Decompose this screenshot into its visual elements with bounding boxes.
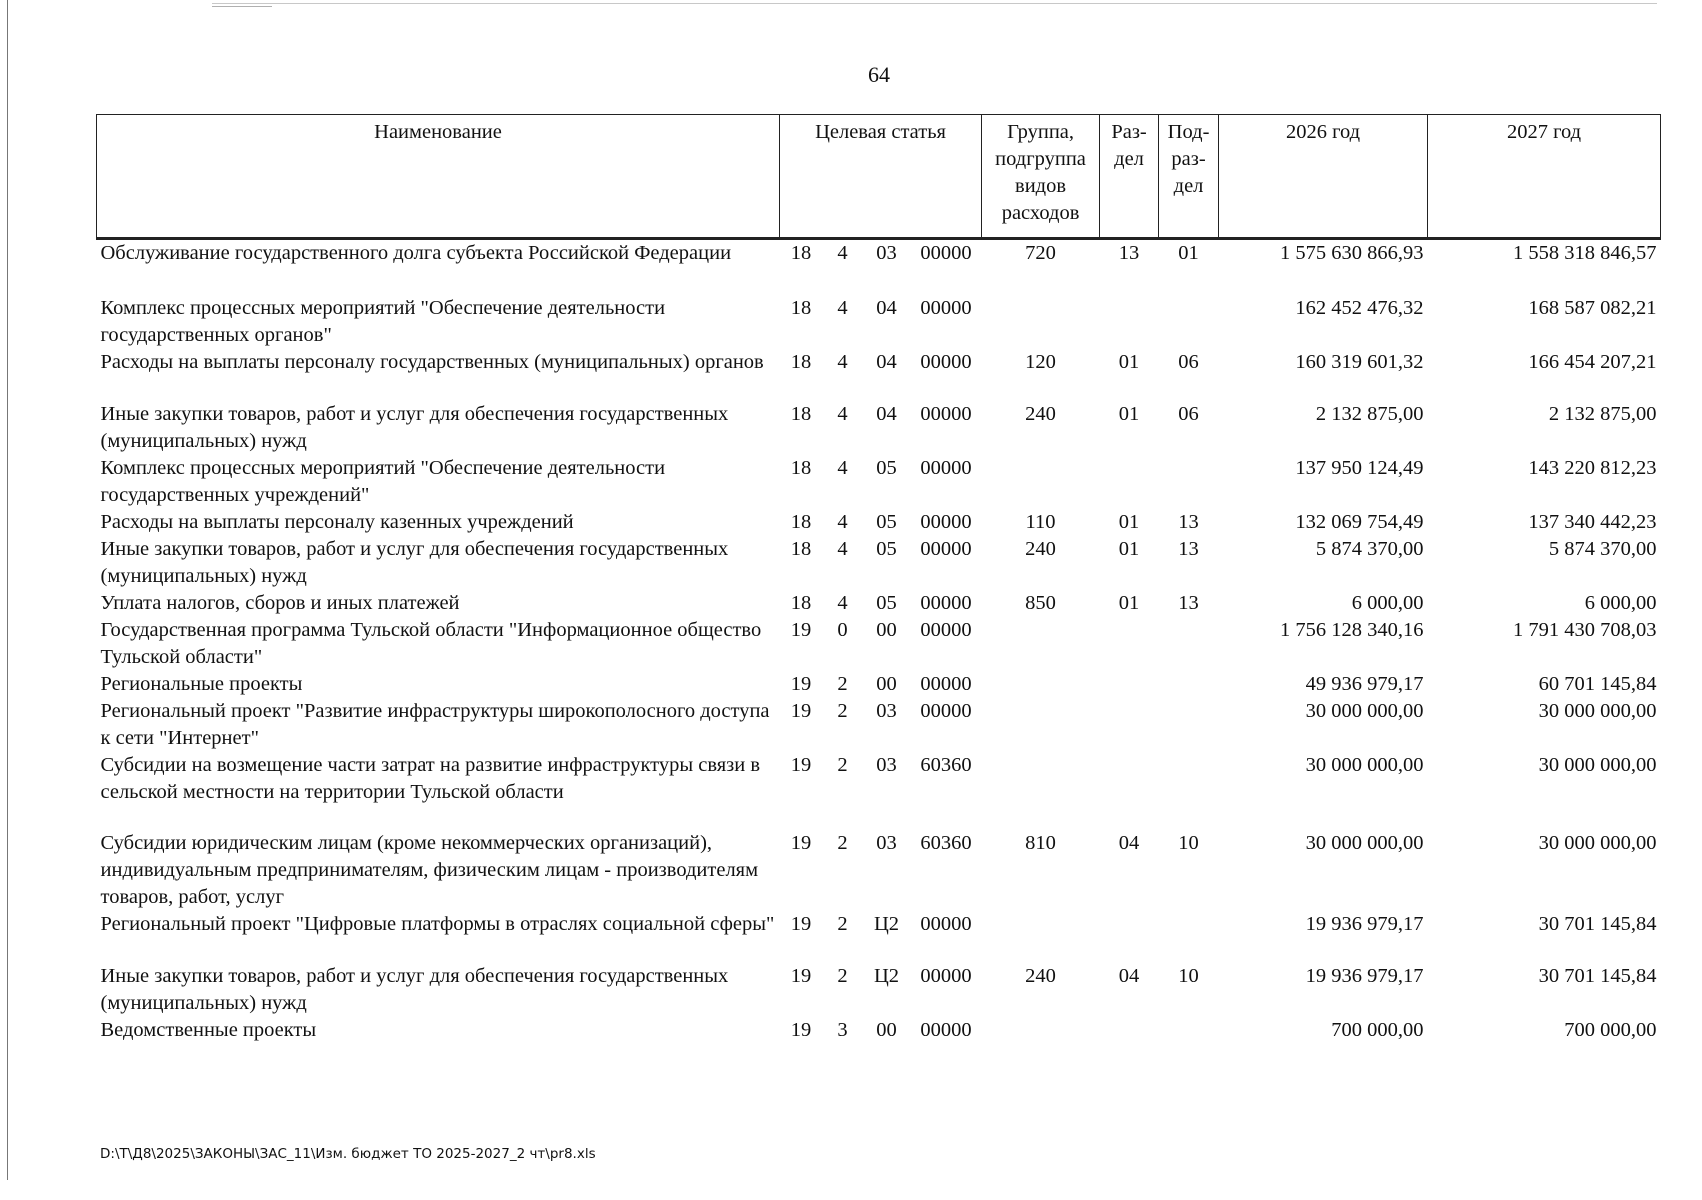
left-margin-rule: [7, 0, 8, 1180]
amount-2027: 30 000 000,00: [1538, 699, 1657, 722]
amount-2026: 1 756 128 340,16: [1280, 618, 1424, 641]
amount-2026: 19 936 979,17: [1305, 912, 1424, 935]
subsection-code: [1159, 671, 1219, 698]
amount-2027: 5 874 370,00: [1548, 537, 1657, 560]
section-code: 01: [1118, 510, 1140, 533]
row-name: Субсидии юридическим лицам (кроме некоммерческих организаций), индивидуальным предпринимателям, физическим лицам - производителям товаров, работ, услуг: [100, 831, 759, 908]
target-code-type: 4: [837, 537, 848, 560]
target-code-item: Ц2: [873, 964, 900, 987]
amount-2026: 137 950 124,49: [1295, 456, 1424, 479]
row-name: Иные закупки товаров, работ и услуг для обеспечения государственных (муниципальных) нужд: [100, 964, 729, 1014]
target-code-item: 05: [876, 456, 897, 479]
target-code-direction: 00000: [920, 964, 972, 987]
table-row: [97, 963, 1661, 1017]
target-code-type: 4: [837, 350, 848, 373]
expense-group: 240: [1025, 537, 1056, 560]
amount-2027: 30 701 145,84: [1538, 964, 1657, 987]
row-name: Региональные проекты: [100, 672, 303, 695]
subsection-code: [1159, 295, 1219, 349]
target-code-type: 2: [837, 912, 848, 935]
row-name: Расходы на выплаты персоналу государственных (муниципальных) органов: [100, 350, 764, 373]
target-code-direction: 00000: [920, 537, 972, 560]
target-code-type: 4: [837, 242, 848, 264]
section-code: [1100, 617, 1159, 671]
expense-group: 720: [1025, 242, 1056, 264]
target-code-type: 2: [837, 753, 848, 776]
target-code-item: 04: [876, 350, 897, 373]
amount-2026: 160 319 601,32: [1295, 350, 1424, 373]
table-row: [97, 349, 1661, 401]
target-code-type: 4: [837, 456, 848, 479]
target-code-program: 19: [790, 831, 812, 854]
target-code-type: 4: [837, 591, 848, 614]
target-code-program: 18: [790, 296, 812, 319]
table-row: [97, 698, 1661, 752]
target-code-direction: 00000: [920, 402, 972, 425]
row-name: Региональный проект "Развитие инфраструктуры широкополосного доступа к сети "Интернет": [100, 699, 770, 749]
expense-group: 850: [1025, 591, 1056, 614]
amount-2027: 168 587 082,21: [1528, 296, 1657, 319]
expense-group: [982, 617, 1100, 671]
target-code-item: 03: [876, 699, 897, 722]
target-code-program: 18: [790, 591, 812, 614]
target-code-direction: 00000: [920, 242, 972, 264]
amount-2026: 5 874 370,00: [1315, 537, 1424, 560]
amount-2027: 6 000,00: [1584, 591, 1657, 614]
amount-2026: 700 000,00: [1331, 1018, 1424, 1041]
table-row: [97, 239, 1661, 295]
target-code-item: 00: [876, 1018, 897, 1041]
row-name: Региональный проект "Цифровые платформы в отраслях социальной сферы": [100, 912, 775, 935]
section-code: 01: [1118, 402, 1140, 425]
target-code-type: 2: [837, 831, 848, 854]
subsection-code: 01: [1178, 242, 1199, 264]
expense-group: [982, 752, 1100, 830]
target-code-item: 03: [876, 242, 897, 264]
amount-2026: 1 575 630 866,93: [1280, 242, 1424, 264]
target-code-program: 18: [790, 242, 812, 264]
amount-2026: 49 936 979,17: [1305, 672, 1424, 695]
target-code-program: 19: [790, 699, 812, 722]
target-code-item: 05: [876, 510, 897, 533]
target-code-direction: 00000: [920, 618, 972, 641]
subsection-code: 13: [1178, 510, 1199, 533]
header-2026: 2026 год: [1219, 115, 1428, 239]
target-code-program: 19: [790, 964, 812, 987]
amount-2027: 60 701 145,84: [1538, 672, 1657, 695]
expense-group: [982, 455, 1100, 509]
table-row: [97, 401, 1661, 455]
target-code-item: 04: [876, 296, 897, 319]
section-code: [1100, 455, 1159, 509]
subsection-code: [1159, 1017, 1219, 1044]
row-name: Уплата налогов, сборов и иных платежей: [100, 591, 460, 614]
target-code-item: Ц2: [873, 912, 900, 935]
target-code-type: 4: [837, 402, 848, 425]
target-code-type: 3: [837, 1018, 848, 1041]
target-code-direction: 00000: [920, 350, 972, 373]
target-code-direction: 00000: [920, 1018, 972, 1041]
target-code-direction: 00000: [920, 672, 972, 695]
table-row: [97, 830, 1661, 911]
amount-2026: 132 069 754,49: [1295, 510, 1424, 533]
target-code-program: 18: [790, 537, 812, 560]
target-code-program: 19: [790, 753, 812, 776]
amount-2026: 2 132 875,00: [1315, 402, 1424, 425]
expense-group: [982, 1017, 1100, 1044]
target-code-item: 00: [876, 672, 897, 695]
header-subsection: Под-раз-дел: [1159, 115, 1219, 239]
target-code-type: 2: [837, 964, 848, 987]
target-code-item: 00: [876, 618, 897, 641]
target-code-program: 18: [790, 350, 812, 373]
amount-2026: 30 000 000,00: [1305, 831, 1424, 854]
target-code-type: 4: [837, 510, 848, 533]
section-code: 01: [1118, 537, 1140, 560]
target-code-program: 19: [790, 912, 812, 935]
target-code-item: 05: [876, 537, 897, 560]
target-code-program: 18: [790, 456, 812, 479]
row-name: Государственная программа Тульской области "Информационное общество Тульской области": [100, 618, 762, 668]
expense-group: [982, 698, 1100, 752]
amount-2027: 30 000 000,00: [1538, 831, 1657, 854]
target-code-direction: 00000: [920, 591, 972, 614]
expense-group: [982, 911, 1100, 963]
subsection-code: [1159, 617, 1219, 671]
target-code-program: 18: [790, 510, 812, 533]
table-row: [97, 752, 1661, 830]
table-row: [97, 590, 1661, 617]
amount-2027: 700 000,00: [1564, 1018, 1657, 1041]
header-name: Наименование: [97, 115, 780, 239]
amount-2026: 19 936 979,17: [1305, 964, 1424, 987]
subsection-code: 13: [1178, 591, 1199, 614]
expense-group: 240: [1025, 402, 1056, 425]
table-row: [97, 295, 1661, 349]
row-name: Ведомственные проекты: [100, 1018, 317, 1041]
amount-2027: 143 220 812,23: [1528, 456, 1657, 479]
target-code-direction: 00000: [920, 510, 972, 533]
target-code-direction: 60360: [920, 831, 972, 854]
section-code: 04: [1118, 831, 1140, 854]
table-body: [97, 239, 1661, 1044]
amount-2027: 30 000 000,00: [1538, 753, 1657, 776]
expense-group: 110: [1025, 510, 1056, 533]
target-code-program: 18: [790, 402, 812, 425]
target-code-item: 03: [876, 753, 897, 776]
amount-2026: 30 000 000,00: [1305, 753, 1424, 776]
row-name: Субсидии на возмещение части затрат на развитие инфраструктуры связи в сельской местности на территории Тульской области: [100, 753, 761, 803]
target-code-item: 03: [876, 831, 897, 854]
amount-2027: 1 791 430 708,03: [1513, 618, 1657, 641]
subsection-code: 06: [1178, 350, 1199, 373]
target-code-type: 0: [837, 618, 848, 641]
target-code-type: 2: [837, 672, 848, 695]
amount-2026: 6 000,00: [1351, 591, 1424, 614]
amount-2027: 2 132 875,00: [1548, 402, 1657, 425]
subsection-code: [1159, 752, 1219, 830]
target-code-direction: 60360: [920, 753, 972, 776]
row-name: Комплекс процессных мероприятий "Обеспечение деятельности государственных органов": [100, 296, 666, 346]
section-code: [1100, 911, 1159, 963]
subsection-code: 13: [1178, 537, 1199, 560]
target-code-program: 19: [790, 1018, 812, 1041]
header-2027: 2027 год: [1428, 115, 1661, 239]
target-code-program: 19: [790, 672, 812, 695]
table-row: [97, 671, 1661, 698]
table-row: [97, 617, 1661, 671]
table-row: [97, 509, 1661, 536]
subsection-code: [1159, 698, 1219, 752]
section-code: [1100, 1017, 1159, 1044]
table-row: [97, 1017, 1661, 1044]
page-number: 64: [868, 62, 890, 87]
section-code: 01: [1118, 350, 1140, 373]
target-code-item: 05: [876, 591, 897, 614]
table-header: [97, 115, 1661, 239]
subsection-code: 10: [1178, 831, 1199, 854]
expense-group: 810: [1025, 831, 1056, 854]
amount-2026: 30 000 000,00: [1305, 699, 1424, 722]
row-name: Расходы на выплаты персоналу казенных учреждений: [100, 510, 574, 533]
top-rule-accent: [212, 6, 272, 7]
expense-group: 120: [1025, 350, 1056, 373]
subsection-code: 10: [1178, 964, 1199, 987]
subsection-code: [1159, 911, 1219, 963]
row-name: Комплекс процессных мероприятий "Обеспечение деятельности государственных учреждений": [100, 456, 666, 506]
section-code: [1100, 752, 1159, 830]
expense-group: 240: [1025, 964, 1056, 987]
target-code-type: 4: [837, 296, 848, 319]
section-code: [1100, 295, 1159, 349]
section-code: 13: [1118, 242, 1140, 264]
footer-file-path: D:\Т\Д8\2025\ЗАКОНЫ\ЗАС_11\Изм. бюджет ТО 2025-2027_2 чт\pr8.xls: [100, 1146, 596, 1162]
expense-group: [982, 295, 1100, 349]
target-code-item: 04: [876, 402, 897, 425]
expense-group: [982, 671, 1100, 698]
row-name: Иные закупки товаров, работ и услуг для обеспечения государственных (муниципальных) нужд: [100, 537, 729, 587]
header-section: Раз-дел: [1100, 115, 1159, 239]
table-row: [97, 455, 1661, 509]
amount-2027: 166 454 207,21: [1528, 350, 1657, 373]
target-code-type: 2: [837, 699, 848, 722]
section-code: [1100, 698, 1159, 752]
target-code-direction: 00000: [920, 699, 972, 722]
target-code-direction: 00000: [920, 912, 972, 935]
header-group: Группа, подгруппа видов расходов: [982, 115, 1100, 239]
subsection-code: [1159, 455, 1219, 509]
top-rule: [212, 3, 1657, 4]
row-name: Обслуживание государственного долга субъекта Российской Федерации: [100, 242, 732, 264]
header-target: Целевая статья: [780, 115, 982, 239]
subsection-code: 06: [1178, 402, 1199, 425]
target-code-direction: 00000: [920, 296, 972, 319]
section-code: 04: [1118, 964, 1140, 987]
section-code: 01: [1118, 591, 1140, 614]
table-row: [97, 536, 1661, 590]
section-code: [1100, 671, 1159, 698]
budget-table: [96, 114, 1661, 1044]
row-name: Иные закупки товаров, работ и услуг для обеспечения государственных (муниципальных) нужд: [100, 402, 729, 452]
target-code-direction: 00000: [920, 456, 972, 479]
table-row: [97, 911, 1661, 963]
amount-2027: 1 558 318 846,57: [1513, 242, 1657, 264]
amount-2026: 162 452 476,32: [1295, 296, 1424, 319]
target-code-program: 19: [790, 618, 812, 641]
amount-2027: 137 340 442,23: [1528, 510, 1657, 533]
amount-2027: 30 701 145,84: [1538, 912, 1657, 935]
